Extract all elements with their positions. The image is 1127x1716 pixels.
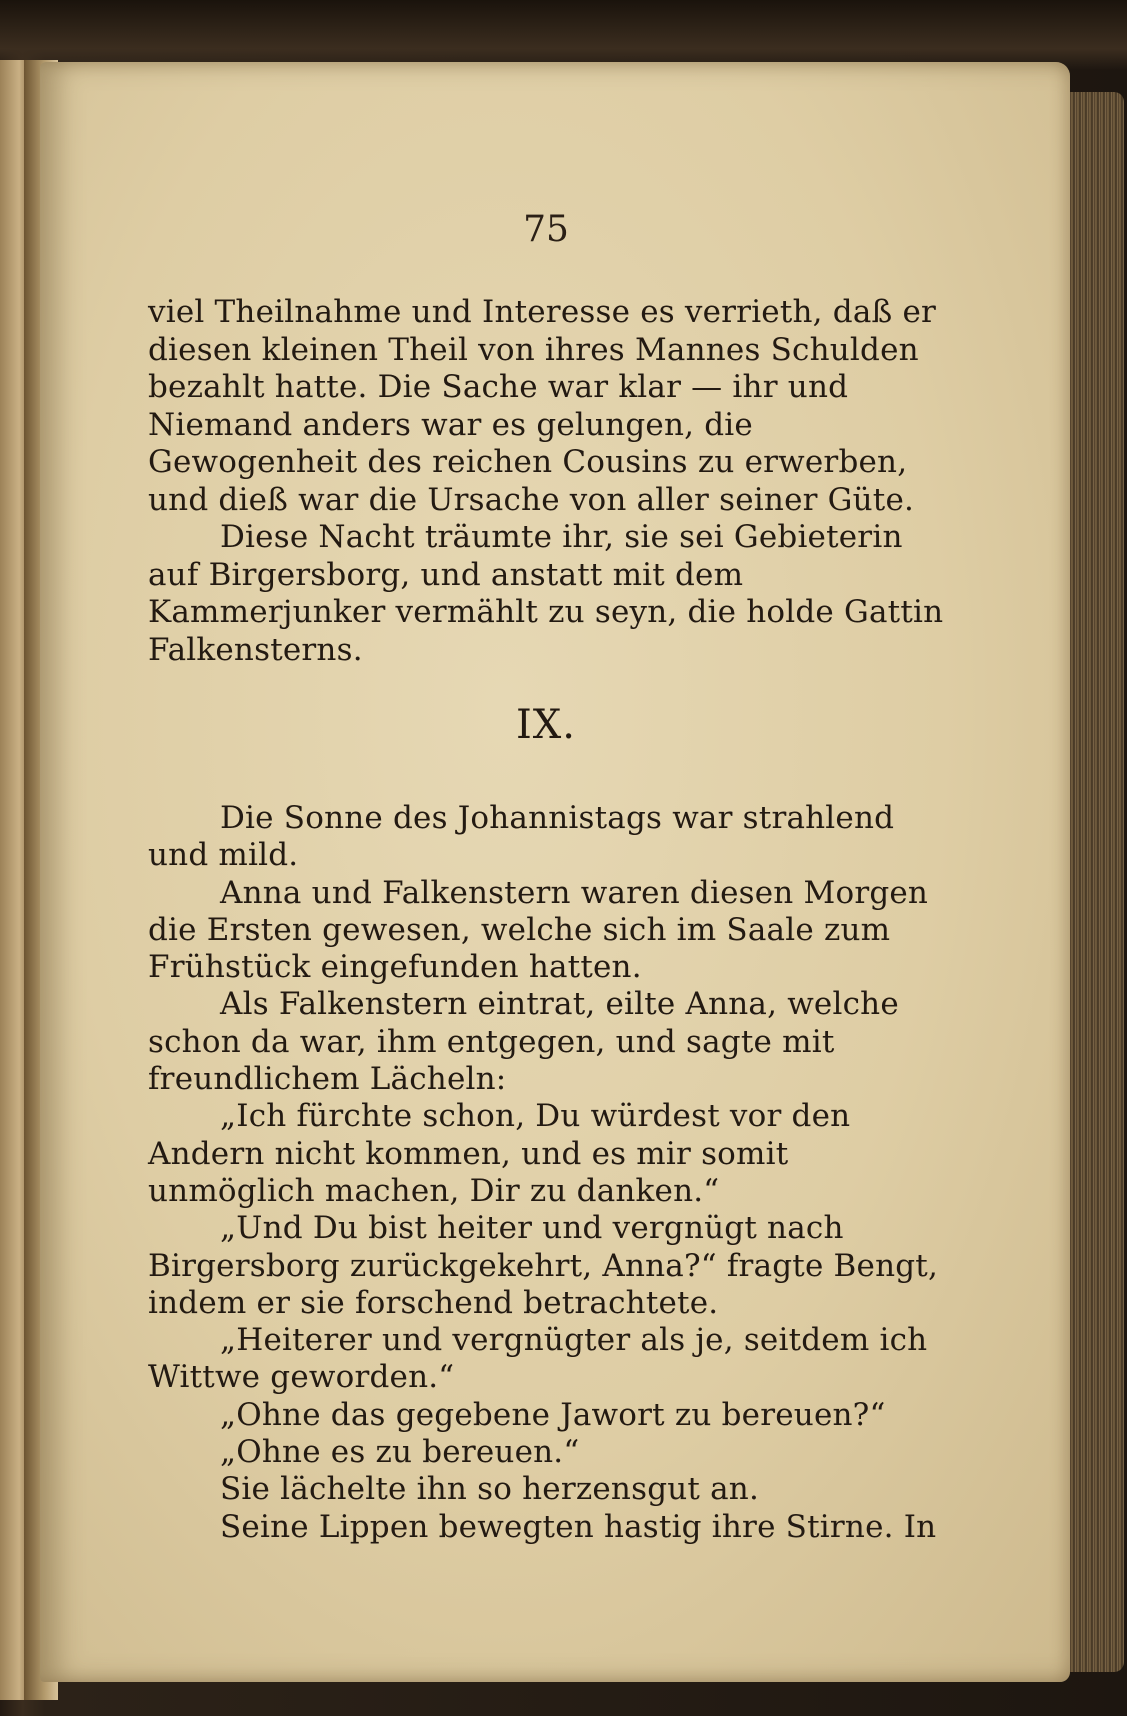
paragraph: viel Theilnahme und Interesse es verrieth, daß er diesen kleinen Theil von ihres Mannes Schulden bezahlt hatte. Die Sache war klar — ihr und Niemand anders war es gelungen, die Gewogenheit des reichen Cousins zu erwerben, und dieß war die Ursache von aller seiner Güte. [148,294,937,518]
book-page [40,62,1070,1682]
paragraph: Als Falkenstern eintrat, eilte Anna, welche schon da war, ihm entgegen, und sagte mit freundlichem Lächeln: [148,986,899,1098]
paragraph: „Ohne es zu bereuen.“ [220,1434,580,1471]
top-shadow [0,0,1127,70]
paragraph: Seine Lippen bewegten hastig ihre Stirne. In [220,1508,937,1545]
paragraph: Anna und Falkenstern waren diesen Morgen die Ersten gewesen, welche sich im Saale zum Frühstück eingefunden hatten. [148,874,929,986]
chapter-heading: IX. [516,702,576,748]
text-block-chapter [148,800,952,1546]
paragraph: Die Sonne des Johannistags war strahlend und mild. [148,800,895,874]
paragraph: „Ich fürchte schon, Du würdest vor den Andern nicht kommen, und es mir somit unmöglich machen, Dir zu danken.“ [148,1098,851,1209]
paragraph: „Heiterer und vergnügter als je, seitdem ich Wittwe geworden.“ [148,1322,928,1396]
paragraph: Sie lächelte ihn so herzensgut an. [220,1471,760,1508]
text-block-before-chapter [148,294,952,669]
paragraph: Diese Nacht träumte ihr, sie sei Gebieterin auf Birgersborg, und anstatt mit dem Kammerjunker vermählt zu seyn, die holde Gattin Falkensterns. [148,519,944,668]
paragraph: „Ohne das gegebene Jawort zu bereuen?“ [220,1396,886,1433]
paragraph: „Und Du bist heiter und vergnügt nach Birgersborg zurückgekehrt, Anna?“ fragte Bengt, indem er sie forschend betrachtete. [148,1210,939,1321]
page-number: 75 [523,209,569,250]
